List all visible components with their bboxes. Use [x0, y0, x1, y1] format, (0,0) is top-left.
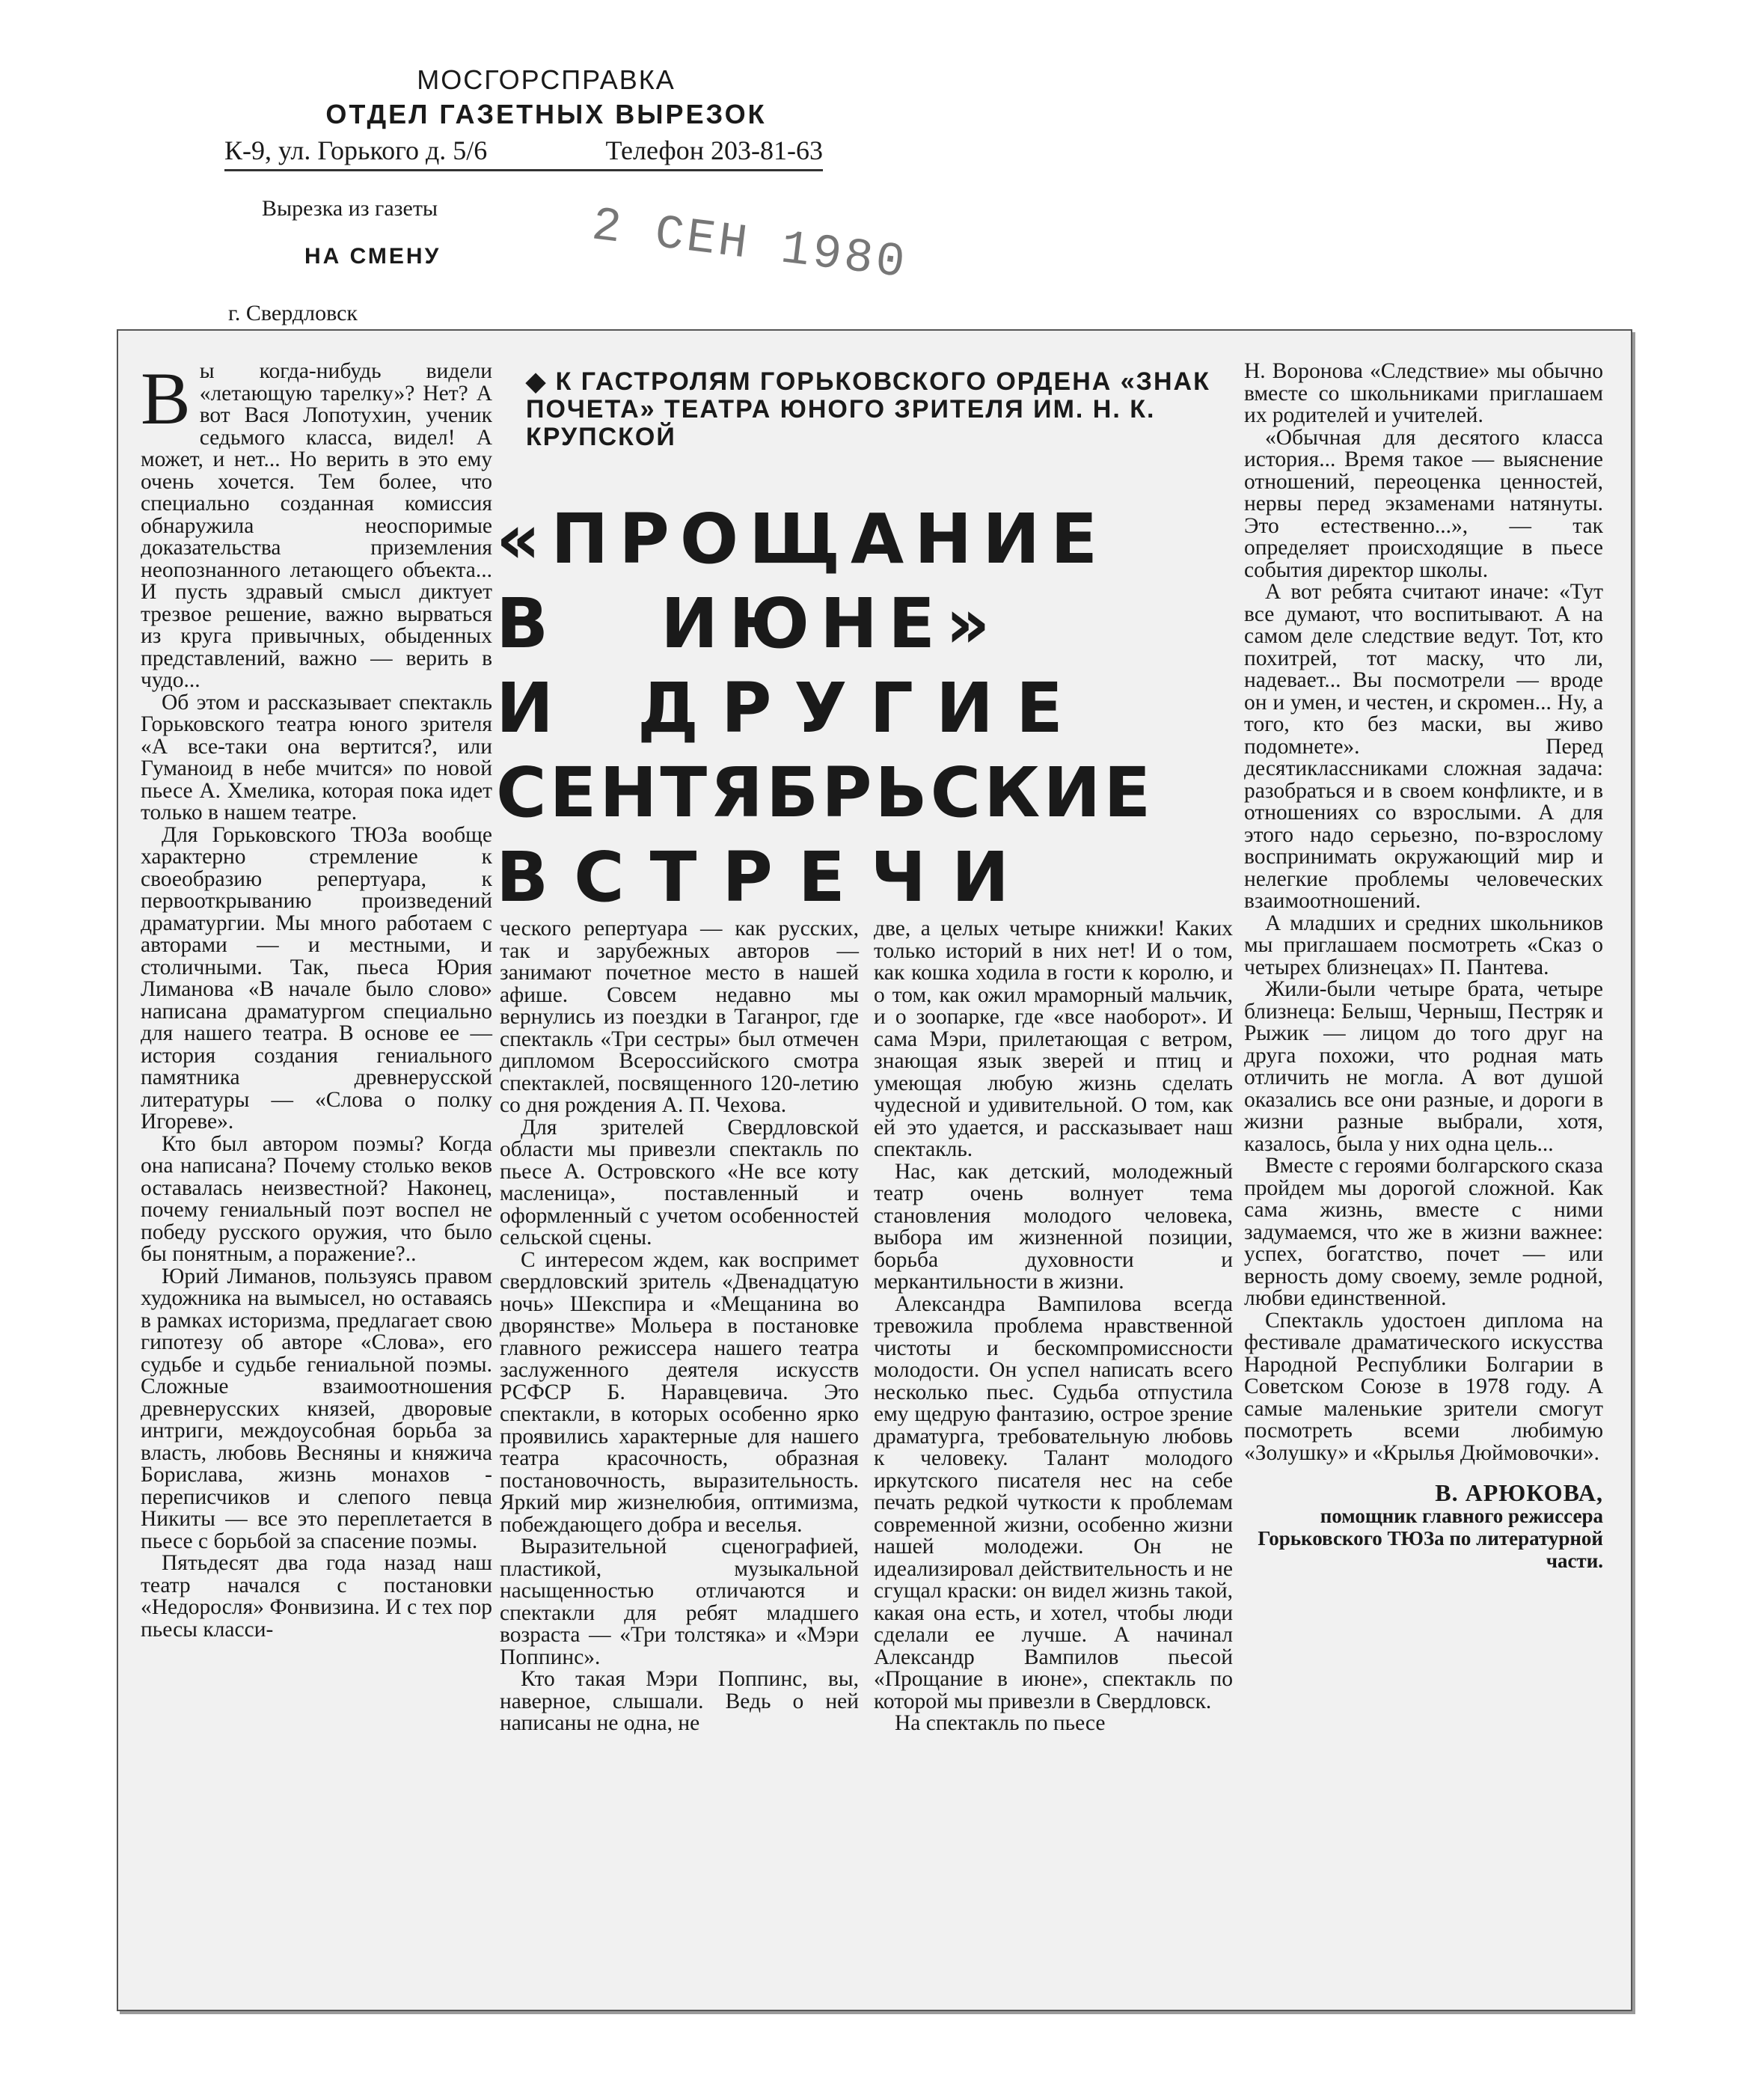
headline-line: СЕНТЯБРЬСКИЕ	[496, 753, 1154, 833]
article-paragraph: Об этом и рассказывает спектакль Горьковского театра юного зрителя «А все-таки она вертится?, или Гуманоид в небе мчится» по новой пьесе А. Хмелика, которая пока идет только в нашем театре.	[141, 690, 492, 825]
article-paragraph: Нас, как детский, молодежный театр очень волнует тема становления молодого человека, выбора им жизненной позиции, борьба духовности и меркантильности в жизни.	[874, 1159, 1233, 1294]
article-paragraph: ческого репертуара — как русских, так и зарубежных авторов — занимают почетное место в нашей афише. Совсем недавно мы вернулись из поездки в Таганрог, где спектакль «Три сестры» был отмечен дипломом Всероссийского смотра спектаклей, посвященного 120-летию со дня рождения А. П. Чехова.	[500, 917, 859, 1117]
stamp-department: ОТДЕЛ ГАЗЕТНЫХ ВЫРЕЗОК	[325, 99, 767, 129]
stamp-org: МОСГОРСПРАВКА	[417, 64, 676, 95]
article-paragraph: А вот ребята считают иначе: «Тут все думают, что воспитывают. А на самом деле следствие ведут. Тот, кто похитрей, тот маску, что ли, надевает... Вы посмотрели — вроде он и умен, и честен, и скромен... Ну, а того, кто без маски, вы живо подомнете». Перед десятиклассниками сложная задача: разобраться и в своем конфликте, и в отношениях со взрослыми. А для этого надо серьезно, по-взрослому воспринимать окружающий мир и нелегкие проблемы человеческих взаимоотношений.	[1244, 580, 1603, 913]
author-name: В. АРЮКОВА,	[1435, 1479, 1603, 1506]
article-kicker: ◆ К ГАСТРОЛЯМ ГОРЬКОВСКОГО ОРДЕНА «ЗНАК ПОЧЕТА» ТЕАТРА ЮНОГО ЗРИТЕЛЯ ИМ. Н. К. КРУПСКОЙ	[526, 367, 1210, 451]
headline-line: «ПРОЩАНИЕ	[496, 499, 1109, 579]
article-paragraph: Александра Вампилова всегда тревожила проблема нравственной чистоты и бескомпромиссности молодости. Он успел написать всего несколько пьес. Судьба отпустила ему щедрую фантазию, острое зрение драматурга, требовательную любовь к человеку. Талант молодого иркутского писателя нес на себе печать редкой чуткости к проблемам современной жизни, особенно жизни нашей молодежи. Он не идеализировал действительность и не сгущал краски: он видел жизнь такой, какая она есть, и хотел, чтобы люди сделали ее лучше. А начинал Александр Вампилов пьесой «Прощание в июне», спектакль по которой мы привезли в Свердловск.	[874, 1291, 1233, 1713]
drop-cap: В	[141, 357, 191, 440]
article-paragraph: две, а целых четыре книжки! Каких только историй в них нет! И о том, как кошка ходила в гости к королю, и о том, как ожил мраморный мальчик, и о зоопарке, где «все наоборот». И сама Мэри, прилетающая с ветром, знающая язык зверей и птиц и умеющая любую жизнь сделать чудесной и удивительной. О том, как ей это удается, и рассказывает наш спектакль.	[874, 917, 1233, 1161]
article-column-2	[500, 918, 859, 1735]
article-paragraph: Пятьдесят два года назад наш театр начался с постановки «Недоросля» Фонвизина. И с тех пор пьесы класси-	[141, 1551, 492, 1642]
article-paragraph	[141, 357, 492, 692]
article-paragraph: С интересом ждем, как воспримет свердловский зритель «Двенадцатую ночь» Шекспира и «Мещанина во дворянстве» Мольера в постановке главного режиссера нашего театра заслуженного деятеля искусств РСФСР Б. Наравцевича. Это спектакли, в которых особенно ярко проявились характерные для нашего театра красочность, образная постановочность, выразительность. Яркий мир жизнелюбия, оптимизма, побеждающего добра и веселья.	[500, 1247, 859, 1537]
article-paragraph: Вместе с героями болгарского сказа пройдем мы дорогой сложной. Как сама жизнь, вместе с ними задумаемся, что же в жизни важнее: успех, богатство, почет — или верность дому своему, земле родной, любви единственной.	[1244, 1154, 1603, 1310]
article-paragraph: Юрий Лиманов, пользуясь правом художника на вымысел, но оставаясь в рамках историзма, предлагает свою гипотезу об авторе «Слова», его судьбе и судьбе гениальной поэмы. Сложные взаимоотношения древнерусских князей, дворовые интриги, междоусобная борьба за власть, любовь Весняны и княжича Борислава, жизнь монахов - переписчиков и слепого певца Никиты — все это переплетается в пьесе с борьбой за спасение поэмы.	[141, 1264, 492, 1553]
article-paragraph: Спектакль удостоен диплома на фестивале драматического искусства Народной Республики Болгарии в Советском Союзе в 1978 году. А самые маленькие зрители смогут посмотреть всеми любимую «Золушку» и «Крылья Дюймовочки».	[1244, 1308, 1603, 1465]
article-paragraph: Кто был автором поэмы? Когда она написана? Почему столько веков оставалась неизвестной? Наконец, почему гениальный поэт воспел не победу русского оружия, что было бы понятным, а поражение?..	[141, 1131, 492, 1266]
article-signature	[1244, 1479, 1603, 1572]
article-column-1	[141, 357, 492, 1642]
newspaper-clipping	[117, 329, 1632, 2011]
stamp-phone: Телефон 203-81-63	[605, 135, 823, 165]
article-paragraph: А младших и средних школьников мы приглашаем посмотреть «Сказ о четырех близнецах» П. Пантева.	[1244, 911, 1603, 979]
article-paragraph: Для зрителей Свердловской области мы привезли спектакль по пьесе А. Островского «Не все коту масленица», поставленный и оформленный с учетом особенностей сельской сцены.	[500, 1115, 859, 1250]
article-paragraph: На спектакль по пьесе	[895, 1711, 1106, 1735]
newspaper-name: НА СМЕНУ	[304, 244, 441, 269]
article-column-4	[1244, 361, 1603, 1572]
article-column-3	[874, 918, 1233, 1735]
newspaper-city: г. Свердловск	[228, 301, 358, 325]
article-paragraph: Н. Воронова «Следствие» мы обычно вместе со школьниками приглашаем их родителей и учителей.	[1244, 359, 1603, 427]
article-paragraph: «Обычная для десятого класса история... Время такое — выяснение отношений, переоценка ценностей, нервы перед экзаменами натянуты. Это естественно...», — так определяет происходящие в пьесе события директор школы.	[1244, 425, 1603, 582]
date-stamp: 2 СЕН 1980	[589, 199, 910, 292]
paragraph-text: ы когда-нибудь видели «летающую тарелку»? Нет? А вот Вася Лопотухин, ученик седьмого класса, видел! А может, и нет... Но верить в это ему очень хочется. Тем более, что специально созданная комиссия обнаружила неоспоримые доказательства приземления неопознанного летающего объекта... И пусть здравый смысл диктует трезвое решение, важно вырваться из круга привычных, обыденных представлений, важно — верить в чудо...	[141, 359, 492, 692]
article-paragraph: Для Горьковского ТЮЗа вообще характерно стремление к своеобразию репертуара, к первооткрыванию произведений драматургии. Мы много работаем с авторами — и местными, и столичными. Так, пьеса Юрия Лиманова «В начале было слово» написана драматургом специально для нашего театра. В основе ее — история создания гениального памятника древнерусской литературы — «Слова о полку Игореве».	[141, 822, 492, 1134]
headline-line: В ИЮНЕ»	[496, 584, 1001, 664]
author-role: помощник главного режиссера Горьковского ТЮЗа по литературной части.	[1258, 1504, 1603, 1572]
stamp-address-line	[224, 135, 823, 171]
stamp-address: К-9, ул. Горького д. 5/6	[224, 135, 488, 165]
archive-stamp	[224, 64, 823, 171]
article-paragraph: Выразительной сценографией, пластикой, музыкальной насыщенностью отличаются и спектакли для ребят младшего возраста — «Три толстяка» и «Мэри Поппинс».	[500, 1535, 859, 1669]
headline-line: И ДРУГИЕ	[496, 668, 1085, 748]
article-headline	[496, 497, 1229, 920]
article-paragraph: Жили-были четыре брата, четыре близнеца: Белыш, Черныш, Пестряк и Рыжик — лицом до того друг на друга похожи, что родная мать отличить не могла. А вот душой оказались все они разные, и дороги в жизни разные выбрали, хотя, казалось, была у них одна цель...	[1244, 977, 1603, 1156]
headline-line: ВСТРЕЧИ	[496, 837, 1035, 917]
source-label: Вырезка из газеты	[262, 196, 438, 221]
article-paragraph: Кто такая Мэри Поппинс, вы, наверное, слышали. Ведь о ней написаны не одна, не	[500, 1667, 859, 1735]
